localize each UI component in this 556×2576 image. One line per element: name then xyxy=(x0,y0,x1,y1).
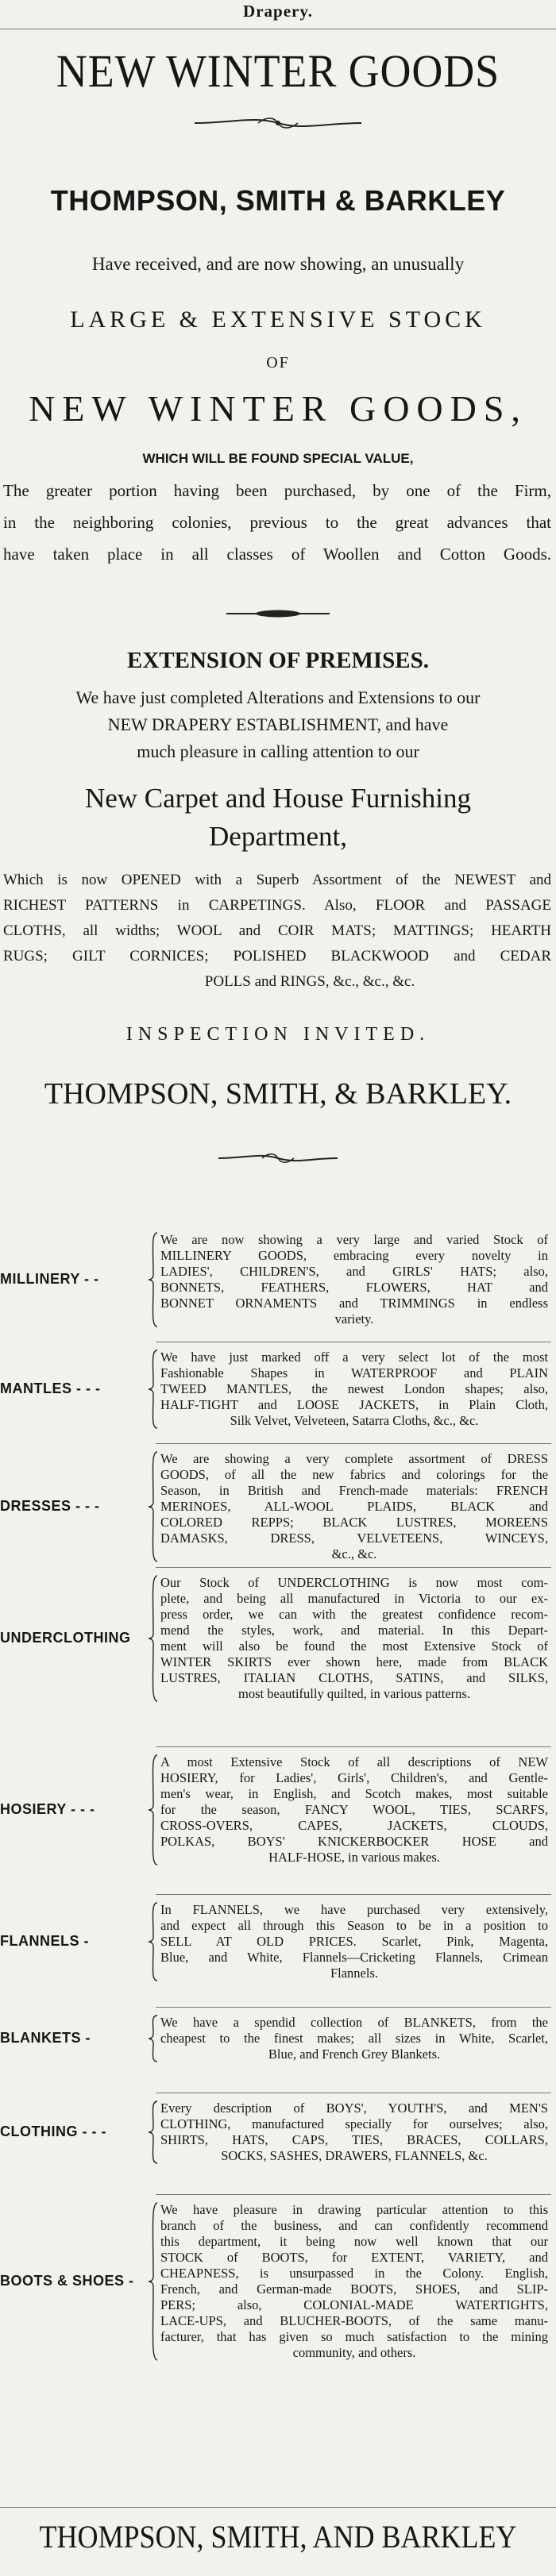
firm-name: THOMPSON, SMITH & BARKLEY xyxy=(50,184,506,217)
description-line: this department, it being now well known that our xyxy=(160,2234,548,2249)
description-line: most beautifully quilted, in various patterns. xyxy=(238,1686,470,1701)
description-line: Silk Velvet, Velveteen, Satarra Cloths, &c., &c. xyxy=(230,1413,479,1428)
description-line: LUSTRES, ITALIAN CLOTHS, SATINS, and SILKS, xyxy=(160,1670,548,1685)
category-description xyxy=(160,2100,548,2164)
category-description xyxy=(160,1232,548,1327)
carpet-detail-1: Which is now OPENED with a Superb Assortment of the NEWEST and xyxy=(3,872,551,888)
curly-brace-icon xyxy=(148,1451,159,1562)
category-label: UNDERCLOTHING xyxy=(0,1630,131,1646)
description-line: Season, in British and French-made materials: FRENCH xyxy=(160,1483,548,1498)
extension-line-3: much pleasure in calling attention to our xyxy=(137,741,419,761)
intro-line-2: LARGE & EXTENSIVE STOCK xyxy=(70,306,486,333)
description-line: HALF-HOSE, in various makes. xyxy=(268,1850,440,1865)
description-line: STOCK of BOOTS, for EXTENT, VARIETY, and xyxy=(160,2250,548,2265)
category-description xyxy=(160,1575,548,1702)
intro-para-3: have taken place in all classes of Woollen and Cotton Goods. xyxy=(3,545,551,564)
carpet-dept-line-2: Department, xyxy=(209,821,347,852)
description-line: DAMASKS, DRESS, VELVETEENS, WINCEYS, xyxy=(160,1531,548,1546)
curly-brace-icon xyxy=(148,1575,159,1702)
description-line: and expect all through this Season to be in a position to xyxy=(160,1918,548,1933)
description-line: mend the styles, work, and material. In this Depart- xyxy=(160,1623,548,1638)
description-line: We have pleasure in drawing particular attention to this xyxy=(160,2202,548,2217)
firm-name-2: THOMPSON, SMITH, & BARKLEY. xyxy=(44,1077,512,1111)
intro-line-1: Have received, and are now showing, an unusually xyxy=(91,254,465,274)
description-line: community, and others. xyxy=(292,2345,416,2360)
description-line: BONNETS, FEATHERS, FLOWERS, HAT and xyxy=(160,1280,548,1295)
description-line: LACE-UPS, and BLUCHER-BOOTS, of the same manu- xyxy=(160,2313,548,2328)
section-label: Drapery. xyxy=(243,2,313,21)
intro-para-1: The greater portion having been purchased, by one of the Firm, xyxy=(3,481,551,500)
description-line: press order, we can with the greatest confidence recom- xyxy=(160,1607,548,1622)
curly-brace-icon xyxy=(148,1350,159,1429)
description-line: COLORED REPPS; BLACK LUSTRES, MOREENS xyxy=(160,1515,548,1530)
category-separator xyxy=(156,1746,551,1747)
description-line: POLKAS, BOYS' KNICKERBOCKER HOSE and xyxy=(160,1834,548,1849)
description-line: branch of the business, and can confidently recommend xyxy=(160,2218,548,2233)
description-line: TWEED MANTLES, the newest London shapes; also, xyxy=(160,1381,548,1396)
description-line: A most Extensive Stock of all descriptions of NEW xyxy=(160,1754,548,1769)
curly-brace-icon xyxy=(148,1232,159,1327)
description-line: cheapest to the finest makes; all sizes in White, Scarlet, xyxy=(160,2031,548,2046)
headline: NEW WINTER GOODS xyxy=(56,45,500,97)
carpet-detail-4: RUGS; GILT CORNICES; POLISHED BLACKWOOD and CEDAR xyxy=(3,948,551,965)
description-line: HALF-TIGHT and LOOSE JACKETS, in Plain Cloth, xyxy=(160,1397,548,1412)
description-line: SELL AT OLD PRICES. Scarlet, Pink, Magenta, xyxy=(160,1934,548,1949)
intro-line-5: WHICH WILL BE FOUND SPECIAL VALUE, xyxy=(142,451,414,466)
category-label: DRESSES - - - xyxy=(0,1498,100,1514)
description-line: CROSS-OVERS, CAPES, JACKETS, CLOUDS, xyxy=(160,1818,548,1833)
description-line: SHIRTS, HATS, CAPS, TIES, BRACES, COLLARS, xyxy=(160,2132,548,2147)
description-line: &c., &c. xyxy=(331,1546,377,1561)
description-line: MERINOES, ALL-WOOL PLAIDS, BLACK and xyxy=(160,1499,548,1514)
curly-brace-icon xyxy=(148,1754,159,1866)
carpet-detail-3: CLOTHS, all widths; WOOL and COIR MATS; MATTINGS; HEARTH xyxy=(3,922,551,939)
description-line: Blue, and White, Flannels—Cricketing Flannels, Crimean xyxy=(160,1950,548,1965)
category-label: FLANNELS - xyxy=(0,1933,89,1949)
curly-brace-icon xyxy=(148,1902,159,1981)
description-line: Our Stock of UNDERCLOTHING is now most com- xyxy=(160,1575,548,1590)
inspection-invited: INSPECTION INVITED. xyxy=(125,1024,431,1045)
category-label: BOOTS & SHOES - xyxy=(0,2273,134,2289)
extension-line-2: NEW DRAPERY ESTABLISHMENT, and have xyxy=(107,714,449,734)
curly-brace-icon xyxy=(148,2100,159,2164)
category-description xyxy=(160,1902,548,1981)
description-line: MILLINERY GOODS, embracing every novelty in xyxy=(160,1248,548,1263)
category-label: HOSIERY - - - xyxy=(0,1801,95,1817)
description-line: We are showing a very complete assortment of DRESS xyxy=(160,1451,548,1466)
category-description xyxy=(160,1451,548,1562)
description-line: Every description of BOYS', YOUTH'S, and MEN'S xyxy=(160,2100,548,2116)
footer-rule xyxy=(0,2507,556,2508)
description-line: We are now showing a very large and varied Stock of xyxy=(160,1232,548,1247)
description-line: SOCKS, SASHES, DRAWERS, FLANNELS, &c. xyxy=(221,2148,488,2163)
category-description xyxy=(160,2202,548,2361)
description-line: BONNET ORNAMENTS and TRIMMINGS in endless xyxy=(160,1296,548,1311)
carpet-detail-5: POLLS and RINGS, &c., &c., &c. xyxy=(204,973,415,990)
description-line: GOODS, of all the new fabrics and colorings for the xyxy=(160,1467,548,1482)
description-line: variety. xyxy=(334,1311,374,1327)
intro-line-4: NEW WINTER GOODS, xyxy=(29,388,527,429)
description-line: CLOTHING, manufactured specially for ourselves; also, xyxy=(160,2116,548,2131)
description-line: Flannels. xyxy=(330,1966,379,1981)
description-line: HOSIERY, for Ladies', Girls', Children's, and Gentle- xyxy=(160,1770,548,1785)
curly-brace-icon xyxy=(148,2202,159,2361)
description-line: PERS; also, COLONIAL-MADE WATERTIGHTS, xyxy=(160,2297,548,2312)
description-line: men's wear, in English, and Scotch makes, most suitable xyxy=(160,1786,548,1801)
bead-divider xyxy=(0,608,556,619)
category-separator xyxy=(156,2007,551,2008)
extension-heading: EXTENSION OF PREMISES. xyxy=(126,648,430,673)
extension-line-1: We have just completed Alterations and Extensions to our xyxy=(75,687,481,707)
description-line: Fashionable Shapes in WATERPROOF and PLAIN xyxy=(160,1365,548,1380)
description-line: CHEAPNESS, is unsurpassed in the Colony. English, xyxy=(160,2266,548,2281)
category-description xyxy=(160,1350,548,1429)
curly-brace-icon xyxy=(148,2015,159,2062)
category-description xyxy=(160,1754,548,1866)
description-line: facturer, that has given so much satisfaction to the mining xyxy=(160,2329,548,2344)
category-separator xyxy=(156,2194,551,2195)
carpet-detail-2: RICHEST PATTERNS in CARPETINGS. Also, FLOOR and PASSAGE xyxy=(3,897,551,914)
description-line: LADIES', CHILDREN'S, and GIRLS' HATS; also, xyxy=(160,1264,548,1279)
intro-line-3: OF xyxy=(266,354,290,372)
carpet-dept-line-1: New Carpet and House Furnishing xyxy=(84,783,472,814)
description-line: for the season, FANCY WOOL, TIES, SCARFS, xyxy=(160,1802,548,1817)
intro-para-2: in the neighboring colonies, previous to the great advances that xyxy=(3,513,551,532)
category-label: MILLINERY - - xyxy=(0,1271,99,1287)
description-line: We have a spendid collection of BLANKETS, from the xyxy=(160,2015,548,2030)
ornamental-divider-2 xyxy=(0,1149,556,1167)
description-line: French, and German-made BOOTS, SHOES, and SLIP- xyxy=(160,2281,548,2297)
category-separator xyxy=(156,1894,551,1895)
category-label: MANTLES - - - xyxy=(0,1380,101,1396)
description-line: In FLANNELS, we have purchased very extensively, xyxy=(160,1902,548,1917)
category-separator xyxy=(156,1443,551,1444)
footer-firm-name: THOMPSON, SMITH, AND BARKLEY xyxy=(39,2519,517,2555)
description-line: WINTER SKIRTS ever shown here, made from BLACK xyxy=(160,1654,548,1669)
description-line: plete, and being all manufactured in Victoria to our ex- xyxy=(160,1591,548,1606)
category-separator xyxy=(156,1567,551,1568)
ornamental-divider xyxy=(0,113,556,133)
description-line: ment will also be found the most Extensive Stock of xyxy=(160,1638,548,1654)
description-line: Blue, and French Grey Blankets. xyxy=(268,2047,441,2062)
category-label: CLOTHING - - - xyxy=(0,2124,106,2139)
category-description xyxy=(160,2015,548,2062)
description-line: We have just marked off a very select lot of the most xyxy=(160,1350,548,1365)
category-label: BLANKETS - xyxy=(0,2030,91,2046)
